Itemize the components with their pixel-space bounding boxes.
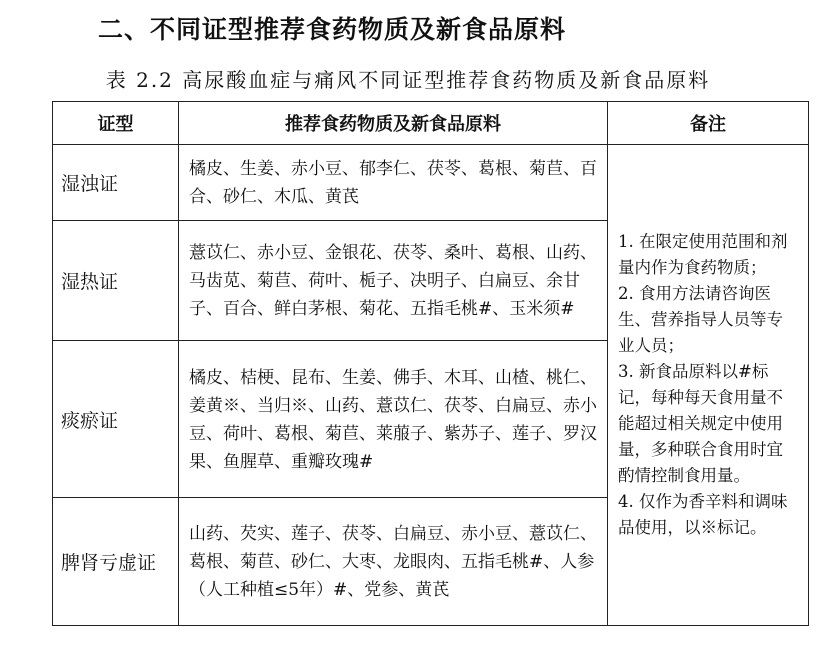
herbs-cell: 橘皮、桔梗、昆布、生姜、佛手、木耳、山楂、桃仁、姜黄※、当归※、山药、薏苡仁、茯苓、白扁豆、赤小豆、荷叶、葛根、菊苣、莱菔子、紫苏子、莲子、罗汉果、鱼腥草、重瓣玫瑰# xyxy=(179,341,608,498)
note-item: 1. 在限定使用范围和剂量内作为食药物质； xyxy=(618,232,788,277)
notes-cell xyxy=(608,145,809,626)
herbs-cell: 薏苡仁、赤小豆、金银花、茯苓、桑叶、葛根、山药、马齿苋、菊苣、荷叶、栀子、决明子、白扁豆、余甘子、百合、鲜白茅根、菊花、五指毛桃#、玉米须# xyxy=(179,221,608,341)
header-herbs: 推荐食药物质及新食品原料 xyxy=(179,102,608,145)
table-row xyxy=(53,145,809,221)
syndrome-cell: 痰瘀证 xyxy=(53,341,179,498)
note-item: 4. 仅作为香辛料和调味品使用，以※标记。 xyxy=(618,492,788,537)
table-header-row xyxy=(53,102,809,145)
table-caption: 表 2.2 高尿酸血症与痛风不同证型推荐食药物质及新食品原料 xyxy=(105,68,711,92)
note-item: 3. 新食品原料以#标记，每种每天食用量不能超过相关规定中使用量，多种联合食用时宜酌情控制食用量。 xyxy=(618,362,783,485)
herbs-cell: 橘皮、生姜、赤小豆、郁李仁、茯苓、葛根、菊苣、百合、砂仁、木瓜、黄芪 xyxy=(179,145,608,221)
note-item: 2. 食用方法请咨询医生、营养指导人员等专业人员； xyxy=(618,284,783,355)
header-notes: 备注 xyxy=(608,102,809,145)
syndrome-cell: 湿浊证 xyxy=(53,145,179,221)
recommendation-table xyxy=(52,101,809,626)
header-syndrome: 证型 xyxy=(53,102,179,145)
section-heading: 二、不同证型推荐食药物质及新食品原料 xyxy=(98,15,567,44)
syndrome-cell: 脾肾亏虚证 xyxy=(53,498,179,626)
herbs-cell: 山药、芡实、莲子、茯苓、白扁豆、赤小豆、薏苡仁、葛根、菊苣、砂仁、大枣、龙眼肉、五指毛桃#、人参（人工种植≤5年）#、党参、黄芪 xyxy=(179,498,608,626)
syndrome-cell: 湿热证 xyxy=(53,221,179,341)
